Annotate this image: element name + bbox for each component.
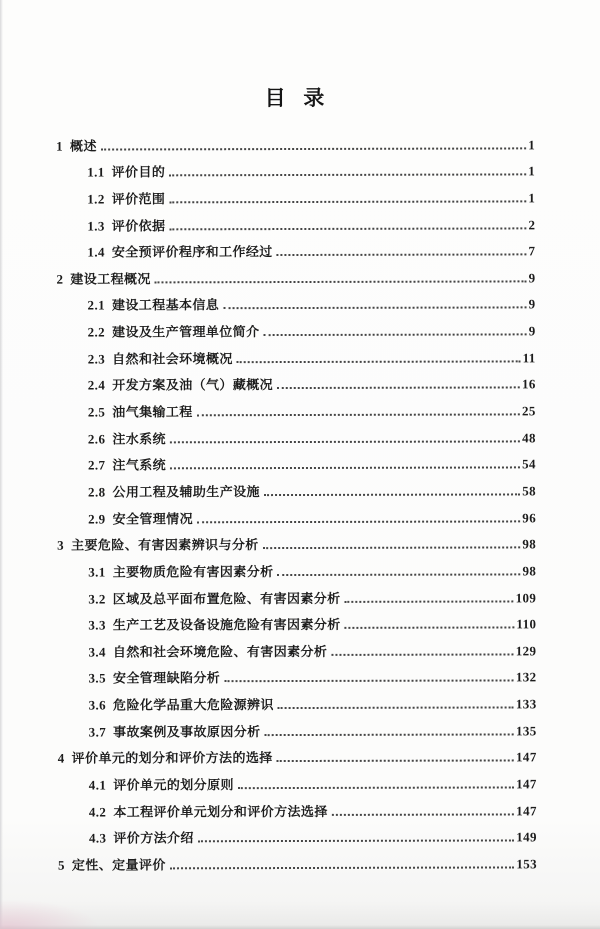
leader-dots [237,360,521,363]
toc-entry [57,445,536,473]
toc-entry [58,845,537,873]
table-of-contents [56,125,537,872]
leader-dots [170,866,515,869]
toc-entry [56,179,535,207]
leader-dots [170,467,520,470]
leader-dots [197,520,520,523]
toc-entry-number: 4.3 [88,830,107,846]
leader-dots [197,413,520,416]
toc-entry-label: 评价单元的划分和评价方法的选择 [71,750,273,766]
leader-dots [332,813,514,815]
toc-entry-page: 149 [516,829,537,845]
toc-entry [58,765,537,793]
toc-entry-page: 109 [515,589,537,605]
toc-entry-page: 147 [516,749,537,765]
toc-entry-page: 11 [522,350,536,366]
toc-entry [56,259,535,287]
toc-entry-label: 建设工程基本信息 [111,297,220,313]
page-content [56,85,537,872]
toc-entry-label: 开发方案及油（气）藏概况 [112,377,274,393]
toc-entry [56,205,535,233]
leader-dots [155,280,527,283]
toc-entry-page: 9 [528,323,536,339]
leader-dots [278,573,521,576]
toc-entry-number: 2.7 [87,457,106,473]
toc-entry-page: 98 [522,563,537,579]
leader-dots [265,733,514,736]
toc-entry [57,605,536,633]
toc-entry-label: 评价单元的划分原则 [113,777,234,793]
toc-entry [56,285,535,313]
toc-entry-number: 5 [57,857,65,873]
toc-entry-number: 2.1 [87,297,106,314]
toc-entry [57,418,536,446]
toc-entry-page: 16 [521,376,536,392]
leader-dots [278,707,514,710]
leader-dots [198,840,514,843]
toc-entry-page: 9 [528,270,536,286]
toc-entry [57,525,536,553]
toc-entry [57,312,536,340]
toc-entry-page: 129 [515,643,537,659]
toc-entry-label: 危险化学品重大危险源辨识 [113,697,274,713]
toc-entry [56,152,535,180]
toc-entry [57,552,536,580]
toc-entry-number: 3 [57,537,65,553]
toc-entry-label: 油气集输工程 [112,404,193,420]
toc-entry-label: 评价目的 [111,164,166,180]
toc-entry [57,498,536,526]
toc-entry-number: 3.1 [88,564,106,580]
toc-entry-label: 定性、定量评价 [71,857,166,873]
toc-entry-number: 4.1 [88,777,107,793]
leader-dots [169,200,526,203]
toc-entry-number: 3.3 [88,617,106,633]
toc-entry-page: 96 [522,509,537,526]
toc-entry-page: 147 [516,776,537,792]
leader-dots [277,387,520,390]
toc-entry [58,738,537,766]
toc-entry-label: 评价方法介绍 [113,830,194,846]
toc-entry-label: 建设及生产管理单位简介 [112,324,260,340]
toc-entry-page: 48 [522,430,536,446]
toc-entry [57,338,536,366]
toc-entry-page: 132 [515,669,537,685]
toc-entry-page: 153 [516,856,538,872]
toc-entry-number: 3.2 [88,591,106,607]
toc-entry-number: 1.4 [87,244,105,260]
toc-entry-number: 1.2 [87,191,105,207]
toc-entry-page: 7 [528,243,536,259]
leader-dots [170,440,520,443]
leader-dots [345,627,515,629]
toc-entry-page: 1 [528,137,536,153]
toc-entry [58,818,537,846]
toc-entry-page: 1 [528,163,536,179]
toc-entry [57,658,536,686]
scan-left-edge-shadow [0,0,3,929]
toc-entry [57,578,536,606]
toc-entry-page: 58 [522,483,537,499]
toc-entry-label: 安全管理缺陷分析 [112,670,221,686]
toc-entry-page: 135 [515,723,537,739]
toc-entry-label: 生产工艺及设备设施危险有害因素分析 [112,617,341,633]
toc-entry-number: 2 [56,271,64,287]
toc-entry-number: 2.5 [87,404,106,420]
toc-entry-number: 2.4 [87,377,106,393]
toc-entry-label: 自然和社会环境危险、有害因素分析 [112,643,328,660]
toc-entry-number: 3.6 [88,697,107,713]
leader-dots [263,547,521,550]
toc-entry-label: 区域及总平面布置危险、有害因素分析 [112,590,341,607]
leader-dots [331,653,513,655]
toc-entry-number: 2.3 [87,351,106,367]
toc-entry-label: 建设工程概况 [70,271,151,287]
leader-dots [277,254,527,257]
toc-entry-label: 自然和社会环境概况 [112,350,233,367]
toc-entry-page: 25 [521,403,536,419]
leader-dots [277,760,514,763]
toc-entry-label: 公用工程及辅助生产设施 [112,484,260,500]
scan-corner-smudge [0,899,100,929]
toc-entry [56,125,535,153]
toc-entry-label: 注气系统 [112,457,167,473]
toc-entry-page: 54 [522,456,536,472]
toc-entry-label: 概述 [70,138,97,154]
toc-entry-number: 4.2 [88,804,107,820]
toc-entry-number: 2.8 [88,484,106,500]
toc-entry-page: 9 [528,296,536,312]
toc-entry-page: 98 [522,536,537,552]
toc-entry-label: 评价范围 [111,191,166,207]
toc-entry-label: 本工程评价单元划分和评价方法选择 [113,803,328,820]
toc-entry-page: 2 [528,216,536,232]
leader-dots [263,334,526,337]
toc-entry-number: 2.9 [88,511,106,527]
toc-entry-label: 主要物质危险有害因素分析 [112,563,274,580]
leader-dots [169,174,526,177]
toc-entry-label: 评价依据 [111,217,166,234]
toc-entry-label: 安全预评价程序和工作经过 [111,244,273,260]
leader-dots [169,227,526,230]
toc-entry-page: 147 [516,803,537,819]
leader-dots [264,493,520,496]
toc-entry-number: 1.3 [87,218,105,234]
toc-entry-number: 4 [57,750,65,767]
toc-entry-label: 注水系统 [112,431,166,447]
toc-entry-page: 1 [528,190,536,206]
toc-entry [56,232,535,260]
toc-entry-number: 3.4 [88,644,106,660]
toc-entry-page: 110 [516,616,537,632]
toc-entry-number: 3.7 [88,724,107,740]
toc-entry-number: 2.2 [87,324,106,340]
toc-entry-number: 1.1 [87,164,105,180]
toc-entry-number: 2.6 [87,431,106,447]
toc-entry [57,365,536,393]
leader-dots [345,600,514,602]
leader-dots [223,307,526,310]
toc-entry-label: 安全管理情况 [112,510,193,527]
toc-entry-label: 事故案例及事故原因分析 [113,723,261,740]
leader-dots [238,786,514,789]
toc-entry [57,632,536,660]
toc-entry-label: 主要危险、有害因素辨识与分析 [71,537,259,553]
leader-dots [224,680,514,683]
toc-entry [58,685,537,713]
page-title: 目 录 [264,86,327,111]
toc-entry-number: 1 [56,138,64,154]
leader-dots [101,147,526,150]
toc-entry [58,791,537,819]
toc-entry-number: 3.5 [88,670,106,686]
toc-entry-page: 133 [515,696,537,712]
toc-entry [57,392,536,420]
toc-entry [57,472,536,500]
toc-entry [58,711,537,739]
